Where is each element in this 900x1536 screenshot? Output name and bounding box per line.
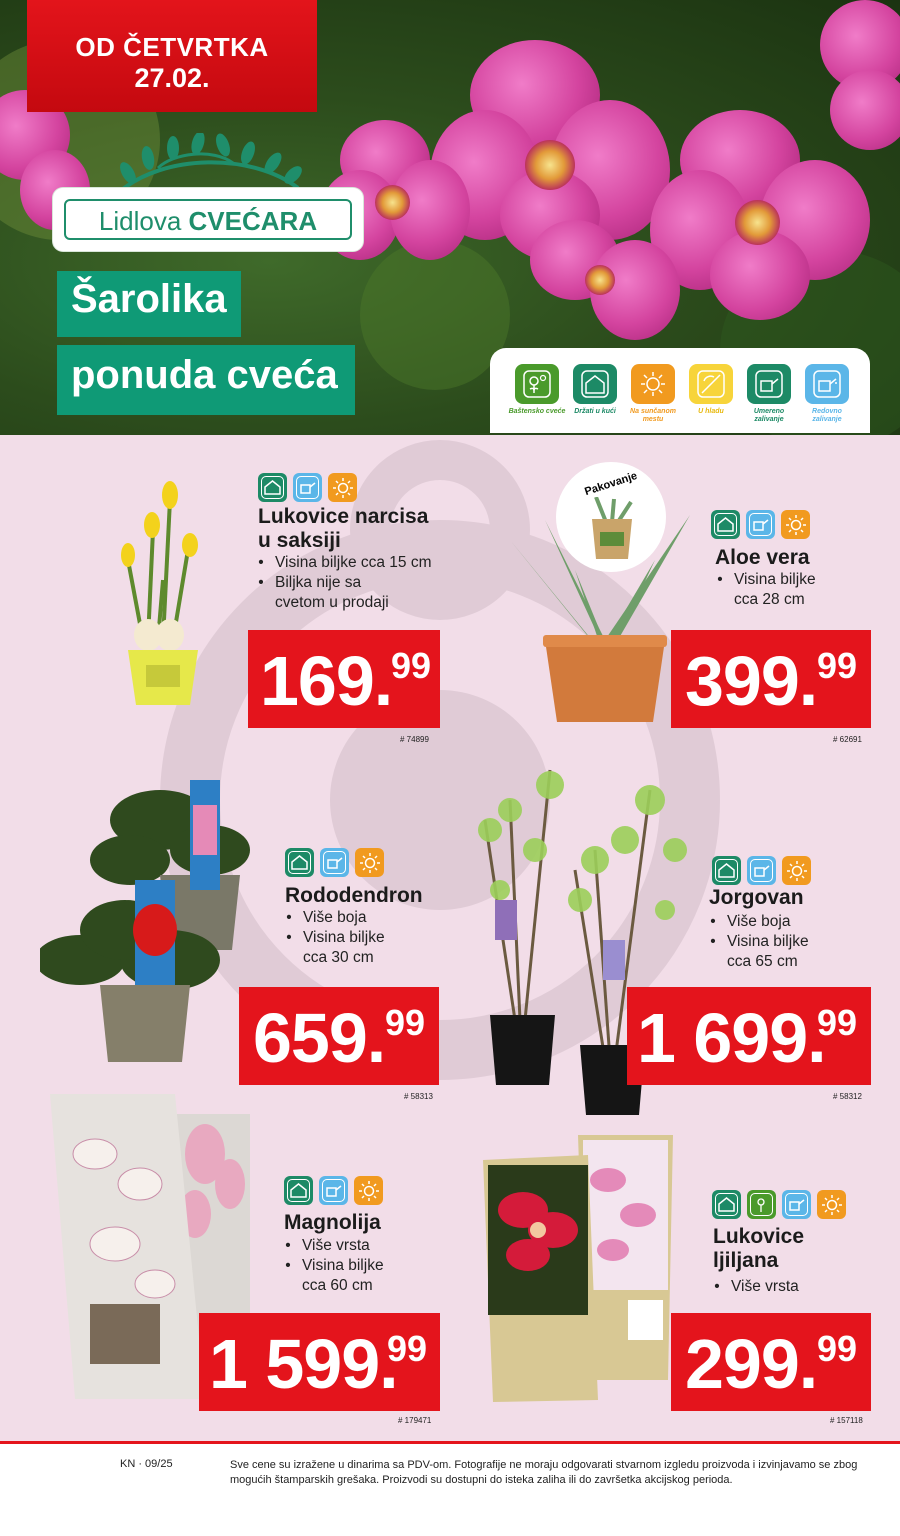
house-icon [711,510,740,539]
bullets-jorgovan: • Više boja • Visina biljke cca 65 cm [710,913,809,970]
bullets-aloe: • Visina biljke cca 28 cm [717,571,816,608]
garden-flower-icon [515,364,559,404]
price-tag-aloe [671,630,871,728]
price-tag-narcis [248,630,440,728]
bullet: Više boja [727,913,791,930]
bullet: Više boja [303,909,367,926]
bullet: cvetom u prodaji [275,594,389,611]
care-icons [285,848,384,877]
legend-label: Umereno zalivanje [753,408,785,423]
house-icon [258,473,287,502]
price-decimals: 99 [817,645,858,686]
sun-icon [781,510,810,539]
care-legend [490,348,870,433]
sun-icon [817,1190,846,1219]
logo-text-right: CVEĆARA [188,206,318,236]
house-icon [712,1190,741,1219]
date-badge [27,0,317,112]
legend-item-indoor [566,364,624,416]
narcissus-image [108,470,218,710]
bullet: Visina biljke [302,1257,384,1274]
logo-text-left: Lidlova [98,206,182,236]
house-icon [284,1176,313,1205]
price-main: 659. [253,999,386,1077]
product-name-ljiljan [713,1225,804,1273]
bullet: Visina biljke [727,933,809,950]
bullet: Visina biljke [734,571,816,588]
house-icon [285,848,314,877]
product-code: # 157118 [830,1416,863,1425]
watering-can-icon [320,848,349,877]
sun-icon [631,364,675,404]
bullet: cca 30 cm [303,949,374,966]
name-line: u saksiji [258,529,341,552]
price-decimals: 99 [387,1328,428,1369]
lidl-cvecara-logo [53,133,363,253]
date-line1: OD ČETVRTKA [75,32,269,62]
catalog-code: KN · 09/25 [120,1458,173,1470]
logo-pill [53,188,363,251]
product-name-magnolija: Magnolija [284,1211,381,1234]
legend-label: Baštensko cveće [508,408,566,415]
rhododendron-image [40,780,265,1065]
watering-can-icon [746,510,775,539]
price-decimals: 99 [817,1002,858,1043]
logo-text [64,199,352,240]
product-name-rododendron: Rododendron [285,884,423,907]
price-main: 299. [685,1325,818,1403]
name-line: Lukovice narcisa [258,505,429,528]
bullet: Visina biljke [303,929,385,946]
legend-item-garden [508,364,566,416]
headline-line2: ponuda cveća [57,345,355,415]
legend-item-regular-water [798,364,856,424]
headline-line1: Šarolika [57,271,241,337]
care-icons [258,473,357,502]
watering-can-icon [319,1176,348,1205]
hero-banner [0,0,900,435]
orchid-flower [820,0,900,150]
name-line: ljiljana [713,1249,779,1272]
product-name-narcis [258,505,428,553]
garden-flower-icon [747,1190,776,1219]
bullets-rododendron: • Više boja • Visina biljke cca 30 cm [286,909,385,966]
sun-icon [355,848,384,877]
price-main: 1 599. [209,1325,398,1403]
legend-label: Držati u kući [574,408,616,415]
product-code: # 58313 [404,1092,433,1101]
legend-label: Redovno zalivanje [812,408,842,423]
price-main: 1 699. [637,999,826,1077]
care-icons [284,1176,383,1205]
bullets-narcis: • Visina biljke cca 15 cm • Biljka nije sa cvetom u prodaji [258,554,432,611]
product-code: # 58312 [833,1092,862,1101]
house-icon [573,364,617,404]
product-name-jorgovan: Jorgovan [709,886,804,909]
product-code: # 62691 [833,735,862,744]
care-icons [712,1190,846,1219]
legend-item-shade [682,364,740,416]
disclaimer-text: Sve cene su izražene u dinarima sa PDV-om. Fotografije ne moraju odgovarati stvarnom izgledu proizvoda i izvinjavamo se zbog mogućih štamparskih grešaka. Proizvodi su dostupni do isteka zaliha ili do završetka akcijskog perioda. [230,1459,858,1486]
price-tag-magnolija [199,1313,440,1411]
price-decimals: 99 [817,1328,858,1369]
bullet: Više vrsta [731,1278,799,1295]
care-icons [712,856,811,885]
bullet: Biljka nije sa [275,574,362,591]
price-tag-ljiljan [671,1313,871,1411]
price-main: 399. [685,642,818,720]
sun-icon [354,1176,383,1205]
product-code: # 74899 [400,735,429,744]
bullets-ljiljan: • Više vrsta [714,1278,799,1295]
packaging-label: Pakovanje [583,469,639,499]
price-tag-jorgovan [627,987,871,1085]
price-decimals: 99 [391,645,432,686]
legend-item-moderate-water [740,364,798,424]
lily-bulbs-image [478,1130,678,1405]
bullet: Visina biljke cca 15 cm [275,554,432,571]
orchid-flower [520,220,680,350]
legend-label: U hladu [698,408,724,415]
price-main: 169. [260,642,393,720]
price-decimals: 99 [385,1002,426,1043]
name-line: Lukovice [713,1225,805,1248]
sun-icon [782,856,811,885]
date-line2: 27.02. [134,63,210,93]
product-name-aloe: Aloe vera [715,546,810,569]
packaging-badge [556,462,666,572]
sun-icon [328,473,357,502]
bullet: cca 60 cm [302,1277,373,1294]
legend-item-sun [624,364,682,424]
bullet: cca 65 cm [727,953,798,970]
house-icon [712,856,741,885]
price-tag-rododendron [239,987,439,1085]
watering-can-icon [747,856,776,885]
bullets-magnolija: • Više vrsta • Visina biljke cca 60 cm [285,1237,384,1294]
legend-label: Na sunčanom mestu [630,408,676,423]
half-sun-icon [689,364,733,404]
watering-can-icon [747,364,791,404]
bullet: cca 28 cm [734,591,805,608]
care-icons [711,510,810,539]
watering-can-icon [293,473,322,502]
footer [0,1444,900,1536]
product-code: # 179471 [398,1416,432,1425]
watering-can-icon [782,1190,811,1219]
bullet: Više vrsta [302,1237,370,1254]
watering-can-light-icon [805,364,849,404]
package-icon [586,497,638,562]
